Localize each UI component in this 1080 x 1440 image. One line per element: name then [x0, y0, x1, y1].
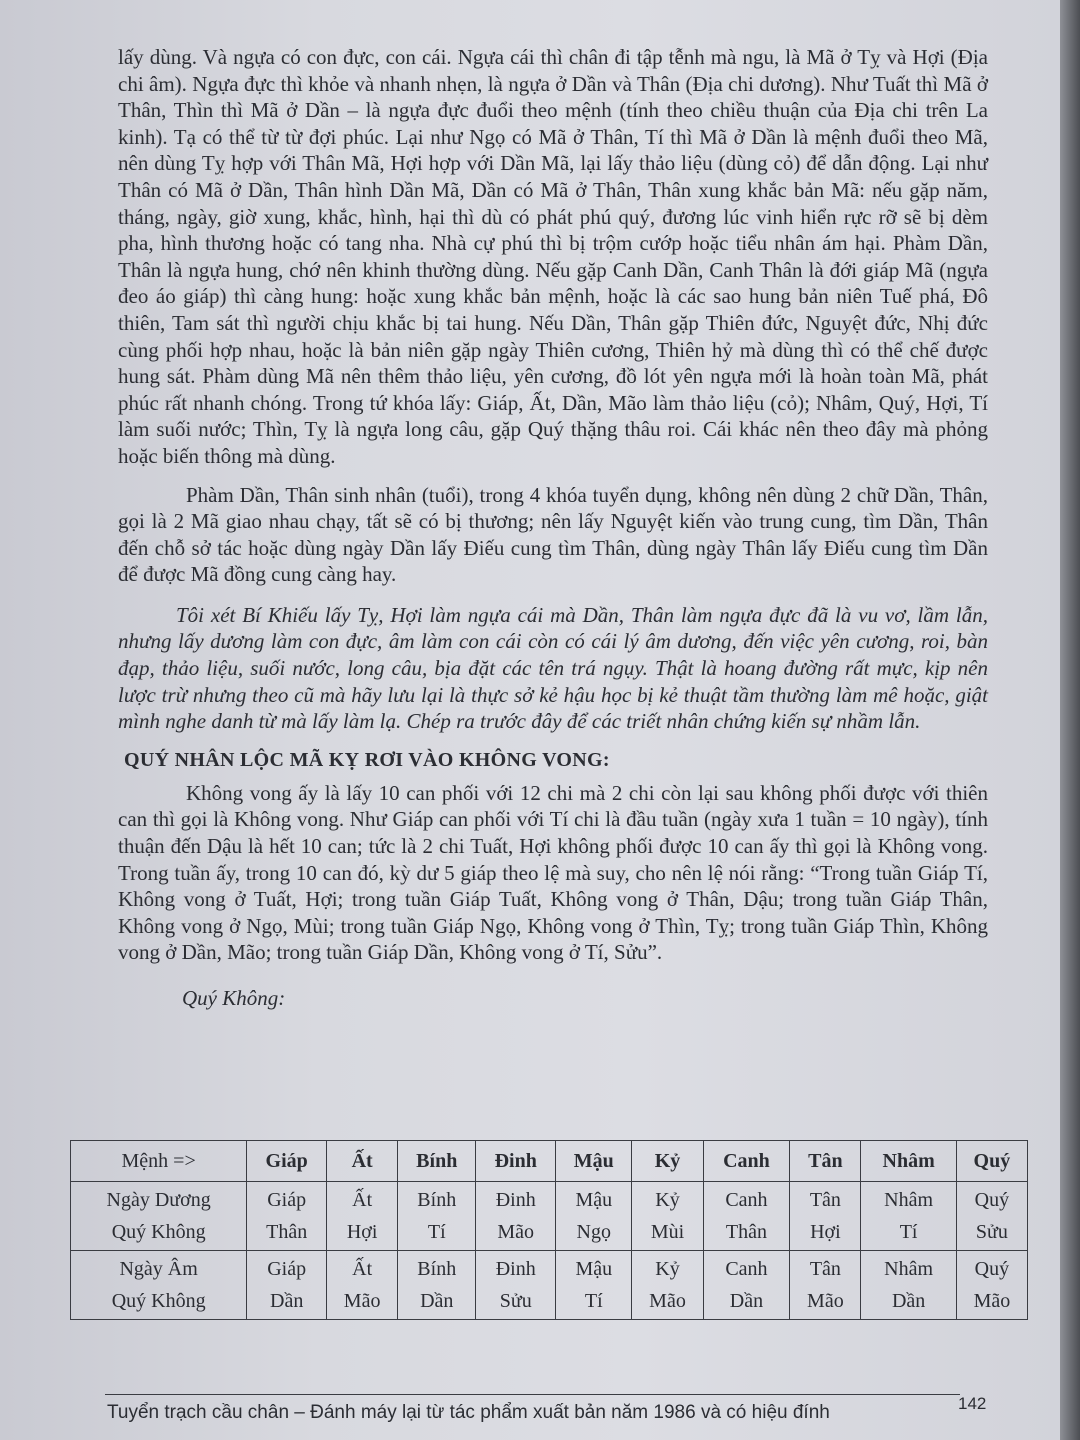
author-note: Tôi xét Bí Khiếu lấy Tỵ, Hợi làm ngựa cái mà Dần, Thân làm ngựa đực đã là vu vơ, lầm lẫn, nhưng lấy dương làm con đực, âm làm con cái còn có cái lý âm dương, đến việc yên cương, roi, bàn đạp, thảo liệu, suối nước, long câu, bịa đặt các tên trá ngụy. Thật là hoang đường rất mực, kịp nên lược trừ nhưng theo cũ mà hãy lưu lại là thực sở kẻ hậu học bị kẻ thuật tầm thường làm mê hoặc, giật mình nghe danh từ mà lấy làm lạ. Chép ra trước đây để các triết nhân chứng kiến sự nhầm lẫn. [118, 602, 988, 734]
table-cell: Ất Mão [327, 1251, 398, 1320]
table-header-cell: Nhâm [861, 1141, 956, 1182]
table-cell: Tân Mão [790, 1251, 861, 1320]
table-cell: Đinh Mão [476, 1182, 556, 1251]
table-row-ngay-am [71, 1251, 1028, 1320]
table-cell: Mậu Tí [556, 1251, 632, 1320]
table-header-cell: Canh [703, 1141, 790, 1182]
table-cell: Quý Sửu [956, 1182, 1027, 1251]
table-row-ngay-duong [71, 1182, 1028, 1251]
table-header-cell: Tân [790, 1141, 861, 1182]
table-cell: Canh Dần [703, 1251, 790, 1320]
table-cell: Mậu Ngọ [556, 1182, 632, 1251]
table-header-cell: Ất [327, 1141, 398, 1182]
footer-divider [105, 1394, 960, 1395]
table-cell: Bính Dần [398, 1251, 476, 1320]
table-cell: Kỷ Mão [632, 1251, 703, 1320]
page-number: 142 [958, 1394, 987, 1413]
paragraph-khong-vong: Không vong ấy là lấy 10 can phối với 12 chi mà 2 chi còn lại sau không phối được với thiên can thì gọi là Không vong. Như Giáp can phối với Tí chi là đầu tuần (ngày xưa 1 tuần = 10 ngày), tính thuận đến Dậu là hết 10 can; tức là 2 chi Tuất, Hợi không phối được 10 can ấy thì gọi là Không vong. Trong tuần ấy, trong 10 can đó, kỳ dư 5 giáp theo lệ mà suy, cho nên lệ nói rằng: “Trong tuần Giáp Tí, Không vong ở Tuất, Hợi; trong tuần Giáp Tuất, Không vong ở Thân, Dậu; trong tuần Giáp Thân, Không vong ở Ngọ, Mùi; trong tuần Giáp Ngọ, Không vong ở Thìn, Tỵ; trong tuần Giáp Thìn, Không vong ở Dần, Mão; trong tuần Giáp Dần, Không vong ở Tí, Sửu”. [118, 780, 988, 965]
table-cell: Đinh Sửu [476, 1251, 556, 1320]
table-cell: Nhâm Tí [861, 1182, 956, 1251]
table-header-cell: Mậu [556, 1141, 632, 1182]
table-header-cell: Mệnh => [71, 1141, 247, 1182]
table-header-cell: Bính [398, 1141, 476, 1182]
quy-khong-table [70, 1140, 1028, 1320]
paragraph-dan-than: Phàm Dần, Thân sinh nhân (tuổi), trong 4 khóa tuyển dụng, không nên dùng 2 chữ Dần, Thân, gọi là 2 Mã giao nhau chạy, tất sẽ có bị thương; nên lấy Nguyệt kiến vào trung cung, tìm Dần, Thân đến chỗ sở tác hoặc dùng ngày Dần lấy Điếu cung tìm Thân, dùng ngày Thân lấy Điếu cung tìm Dần để được Mã đồng cung càng hay. [118, 482, 988, 587]
table-header-cell: Đinh [476, 1141, 556, 1182]
text-body [118, 44, 988, 1021]
table-header-cell: Quý [956, 1141, 1027, 1182]
table-cell: Giáp Dần [247, 1251, 327, 1320]
page-edge-shadow [1060, 0, 1080, 1440]
footer-text: Tuyển trạch cầu chân – Đánh máy lại từ tác phẩm xuất bản năm 1986 và có hiệu đính [107, 1402, 830, 1423]
paragraph-continued: lấy dùng. Và ngựa có con đực, con cái. Ngựa cái thì chân đi tập tễnh mà ngu, là Mã ở Tỵ và Hợi (Địa chi âm). Ngựa đực thì khỏe và nhanh nhẹn, là ngựa ở Dần và Thân (Địa chi dương). Như Tuất thì Mã ở Thân, Thìn thì Mã ở Dần – là ngựa đực đuổi theo mệnh (tính theo chiều thuận của Địa chi trên La kinh). Tạ có thể từ từ đợi phúc. Lại như Ngọ có Mã ở Thân, Tí thì Mã ở Dần là mệnh đuổi theo Mã, nên dùng Tỵ hợp với Thân Mã, Hợi hợp với Dần Mã, lại lấy thảo liệu (dùng cỏ) để dẫn động. Lại như Thân có Mã ở Dần, Thân hình Dần Mã, Dần có Mã ở Thân, Thân xung khắc bản Mã: nếu gặp năm, tháng, ngày, giờ xung, khắc, hình, hại thì dù có phát phú quý, đương lúc vinh hiển rực rỡ sẽ bị dèm pha, hình thương hoặc có tang nha. Nhà cự phú thì bị trộm cướp hoặc tiểu nhân ám hại. Phàm Dần, Thân là ngựa hung, chớ nên khinh thường dùng. Nếu gặp Canh Dần, Canh Thân là đới giáp Mã (ngựa đeo áo giáp) thì càng hung: hoặc xung khắc bản mệnh, hoặc là các sao hung bản niên Tuế phá, Đô thiên, Tam sát thì người chịu khắc bị tai hung. Nếu Dần, Thân gặp Thiên đức, Nguyệt đức, Nhị đức cùng phối hợp nhau, hoặc là bản niên gặp ngày Thiên cương, Thiên hỷ mà dùng thì có thể chế được hung sát. Phàm dùng Mã nên thêm thảo liệu, yên cương, đồ lót yên ngựa mới là hoàn toàn Mã, phát phúc rất nhanh chóng. Trong tứ khóa lấy: Giáp, Ất, Dần, Mão làm thảo liệu (cỏ); Nhâm, Quý, Hợi, Tí làm suối nước; Thìn, Tỵ là ngựa long câu, gặp Quý thặng thâu roi. Cái khác nên theo đây mà phỏng hoặc biến thông mà dùng. [118, 45, 988, 468]
table-cell: Ất Hợi [327, 1182, 398, 1251]
table-cell: Ngày Âm Quý Không [71, 1251, 247, 1320]
table-cell: Bính Tí [398, 1182, 476, 1251]
table-cell: Quý Mão [956, 1251, 1027, 1320]
table-cell: Kỷ Mùi [632, 1182, 703, 1251]
section-heading: QUÝ NHÂN LỘC MÃ KỴ RƠI VÀO KHÔNG VONG: [124, 748, 610, 771]
table-cell: Ngày Dương Quý Không [71, 1182, 247, 1251]
table-cell: Canh Thân [703, 1182, 790, 1251]
table-label: Quý Không: [182, 986, 286, 1010]
table-cell: Giáp Thân [247, 1182, 327, 1251]
table-cell: Nhâm Dần [861, 1251, 956, 1320]
table-header-row [71, 1141, 1028, 1182]
table-header-cell: Kỷ [632, 1141, 703, 1182]
table-header-cell: Giáp [247, 1141, 327, 1182]
table-cell: Tân Hợi [790, 1182, 861, 1251]
